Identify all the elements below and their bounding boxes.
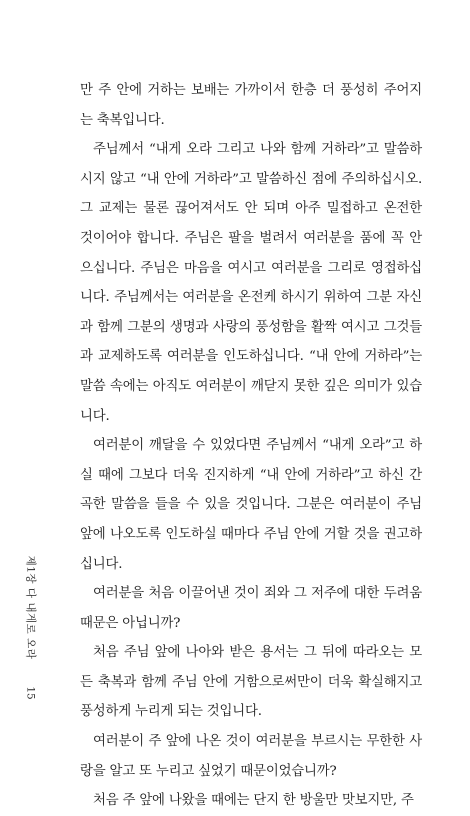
paragraph-6: 여러분이 주 앞에 나온 것이 여러분을 부르시는 무한한 사랑을 알고 또 누리고 싶었기 때문이었습니까? bbox=[80, 734, 422, 779]
paragraph-5: 처음 주님 앞에 나아와 받은 용서는 그 뒤에 따라오는 모든 축복과 함께 주님 안에 거함으로써만이 더욱 확실해지고 풍성하게 누리게 되는 것입니다. bbox=[80, 645, 422, 720]
chapter-title: 제1장 다 내게로 오라 bbox=[24, 555, 37, 659]
page-number-container bbox=[20, 682, 42, 704]
paragraph-3: 여러분이 깨달을 수 있었다면 주님께서 “내게 오라”고 하실 때에 그보다 더욱 진지하게 “내 안에 거하라”고 하신 간곡한 말씀을 들을 수 있을 것입니다. 그분은 여러분이 주님 앞에 나오도록 인도하실 때마다 주님 안에 거할 것을 권고하십니다. bbox=[80, 438, 422, 572]
page-number: 15 bbox=[25, 686, 37, 700]
paragraph-1: 만 주 안에 거하는 보배는 가까이서 한층 더 풍성히 주어지는 축복입니다. bbox=[80, 83, 422, 128]
paragraph-7: 처음 주 앞에 나왔을 때에는 단지 한 방울만 맛보지만, 주 bbox=[93, 793, 414, 809]
paragraph-4: 여러분을 처음 이끌어낸 것이 죄와 그 저주에 대한 두려움 때문은 아닙니까? bbox=[80, 586, 422, 631]
body-text bbox=[80, 76, 422, 816]
paragraph-2: 주님께서 “내게 오라 그리고 나와 함께 거하라”고 말씀하시지 않고 “내 안에 거하라”고 말씀하신 점에 주의하십시오. 그 교제는 물론 끊어져서도 안 되며 아주 밀접하고 온전한 것이어야 합니다. 주님은 팔을 벌려서 여러분을 품에 꼭 안으십니다. 주님은 마음을 여시고 여러분을 그리로 영접하십니다. 주님께서는 여러분을 온전케 하시기 위하여 그분 자신과 함께 그분의 생명과 사랑의 풍성함을 활짝 여시고 그것들과 교제하도록 여러분을 인도하십니다. “내 안에 거하라”는 말씀 속에는 아직도 여러분이 깨닫지 못한 깊은 의미가 있습니다. bbox=[80, 142, 422, 424]
running-head-chapter bbox=[20, 552, 42, 662]
